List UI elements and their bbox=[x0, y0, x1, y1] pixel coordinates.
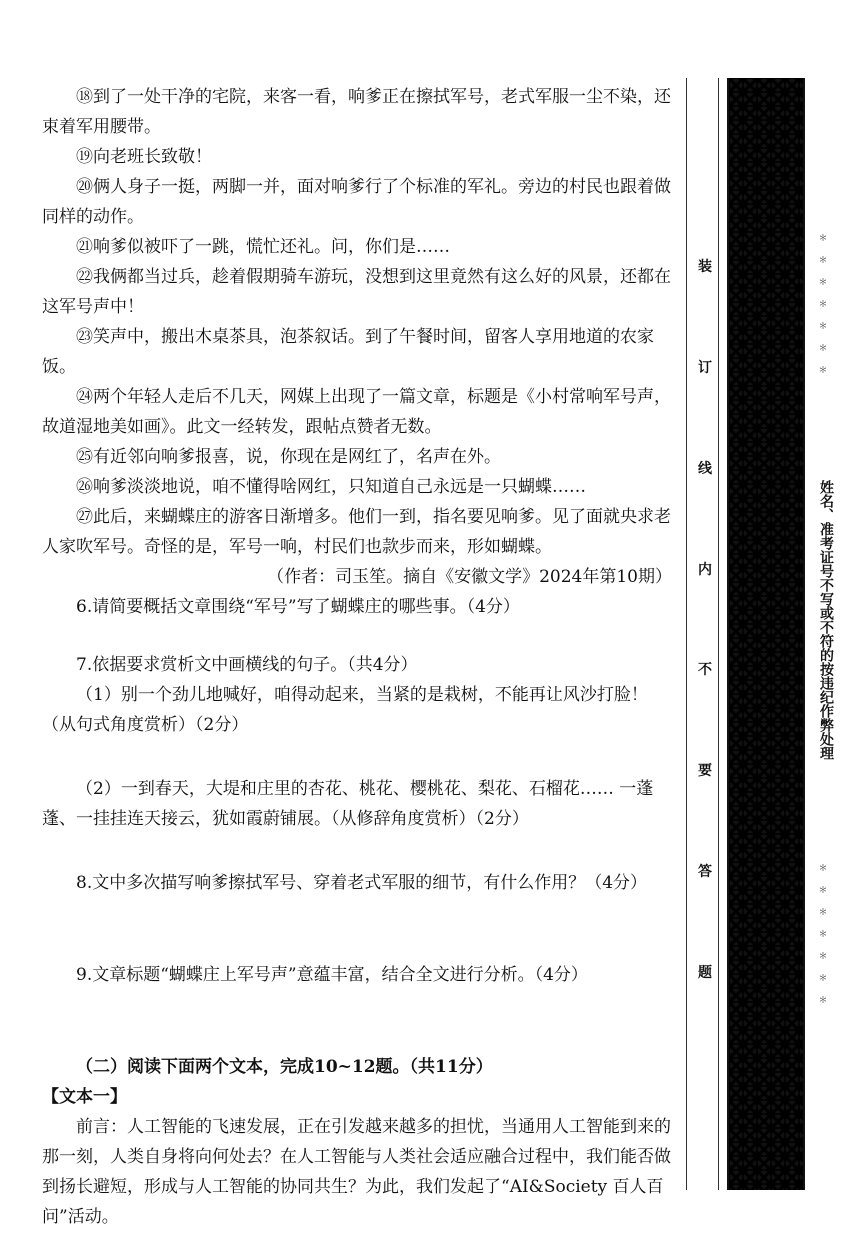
paragraph-25: ㉕有近邻向响爹报喜，说，你现在是网红了，名声在外。 bbox=[76, 447, 501, 467]
star-icon: ＊ bbox=[818, 974, 828, 984]
paragraph-24: ㉔两个年轻人走后不几天，网媒上出现了一篇文章，标题是《小村常响军号声，故道湿地美如画》。此文一经转发，跟帖点赞者无数。 bbox=[42, 387, 671, 437]
star-icon: ＊ bbox=[818, 996, 828, 1006]
paragraph-21: ㉑响爹似被吓了一跳，慌忙还礼。问，你们是…… bbox=[76, 237, 450, 257]
question-7: 7.依据要求赏析文中画横线的句子。（共4分） bbox=[76, 655, 418, 675]
binding-label: 订 bbox=[698, 359, 712, 376]
question-8: 8.文中多次描写响爹擦拭军号、穿着老式军服的细节，有什么作用？（4分） bbox=[76, 873, 648, 893]
question-7-2: （2）一到春天，大堤和庄里的杏花、桃花、樱桃花、梨花、石榴花…… 一蓬蓬、一挂挂连天接云，犹如霞蔚铺展。（从修辞角度赏析）（2分） bbox=[42, 779, 654, 829]
binding-label: 要 bbox=[698, 763, 712, 780]
paragraph-18: ⑱到了一处干净的宅院，来客一看，响爹正在擦拭军号，老式军服一尘不染，还束着军用腰带。 bbox=[42, 87, 671, 137]
text-one-label: 【文本一】 bbox=[42, 1087, 127, 1107]
binding-line-outer bbox=[686, 78, 687, 1190]
star-icon: ＊ bbox=[818, 952, 828, 962]
star-icon: ＊ bbox=[818, 366, 828, 376]
answer-space-7-2[interactable] bbox=[42, 834, 678, 868]
answer-space-8[interactable] bbox=[42, 898, 678, 960]
side-note-vertical: 姓名、准考证号不写或不符的按违纪作弊处理 bbox=[818, 480, 834, 760]
binding-labels bbox=[695, 260, 715, 980]
question-9: 9.文章标题“蝴蝶庄上军号声”意蕴丰富，结合全文进行分析。（4分） bbox=[76, 965, 588, 985]
binding-label: 线 bbox=[698, 460, 712, 477]
star-column-bottom bbox=[815, 858, 831, 1012]
binding-line-inner bbox=[718, 78, 719, 1190]
main-text-column bbox=[42, 82, 678, 1232]
star-icon: ＊ bbox=[818, 864, 828, 874]
star-icon: ＊ bbox=[818, 234, 828, 244]
paragraph-22: ㉒我俩都当过兵，趁着假期骑车游玩，没想到这里竟然有这么好的风景，还都在这军号声中！ bbox=[42, 267, 671, 317]
binding-label: 题 bbox=[698, 964, 712, 981]
paragraph-26: ㉖响爹淡淡地说，咱不懂得啥网红，只知道自己永远是一只蝴蝶…… bbox=[76, 477, 586, 497]
star-icon: ＊ bbox=[818, 300, 828, 310]
source-citation: （作者：司玉笙。摘自《安徽文学》2024年第10期） bbox=[267, 567, 672, 587]
binding-label: 不 bbox=[698, 662, 712, 679]
paragraph-27: ㉗此后，来蝴蝶庄的游客日渐增多。他们一到，指名要见响爹。见了面就央求老人家吹军号。奇怪的是，军号一响，村民们也款步而来，形如蝴蝶。 bbox=[42, 507, 671, 557]
answer-space-6[interactable] bbox=[42, 622, 678, 650]
star-icon: ＊ bbox=[818, 886, 828, 896]
paragraph-23: ㉓笑声中，搬出木桌茶具，泡茶叙话。到了午餐时间，留客人享用地道的农家饭。 bbox=[42, 327, 654, 377]
question-6: 6.请简要概括文章围绕“军号”写了蝴蝶庄的哪些事。（4分） bbox=[76, 597, 520, 617]
binding-label: 装 bbox=[698, 259, 712, 275]
star-column-top bbox=[815, 228, 831, 382]
star-icon: ＊ bbox=[818, 930, 828, 940]
star-icon: ＊ bbox=[818, 256, 828, 266]
binding-label: 答 bbox=[698, 864, 712, 881]
star-icon: ＊ bbox=[818, 278, 828, 288]
paragraph-19: ⑲向老班长致敬！ bbox=[76, 147, 212, 167]
paragraph-20: ⑳俩人身子一挺，两脚一并，面对响爹行了个标准的军礼。旁边的村民也跟着做同样的动作。 bbox=[42, 177, 671, 227]
star-icon: ＊ bbox=[818, 322, 828, 332]
answer-space-9[interactable] bbox=[42, 990, 678, 1052]
section-2-heading: （二）阅读下面两个文本，完成10~12题。（共11分） bbox=[76, 1057, 493, 1077]
star-icon: ＊ bbox=[818, 908, 828, 918]
star-icon: ＊ bbox=[818, 344, 828, 354]
decorative-binding-pattern bbox=[727, 78, 805, 1190]
text-one-preface: 前言：人工智能的飞速发展，正在引发越来越多的担忧，当通用人工智能到来的那一刻，人类自身将向何处去？在人工智能与人类社会适应融合过程中，我们能否做到扬长避短，形成与人工智能的协同共生？为此，我们发起了“AI&Society 百人百问”活动。 bbox=[42, 1117, 671, 1227]
question-7-1: （1）别一个劲儿地喊好，咱得动起来，当紧的是栽树，不能再让风沙打脸！（从句式角度赏析）（2分） bbox=[42, 685, 648, 735]
binding-label: 内 bbox=[698, 561, 712, 578]
answer-space-7-1[interactable] bbox=[42, 740, 678, 774]
